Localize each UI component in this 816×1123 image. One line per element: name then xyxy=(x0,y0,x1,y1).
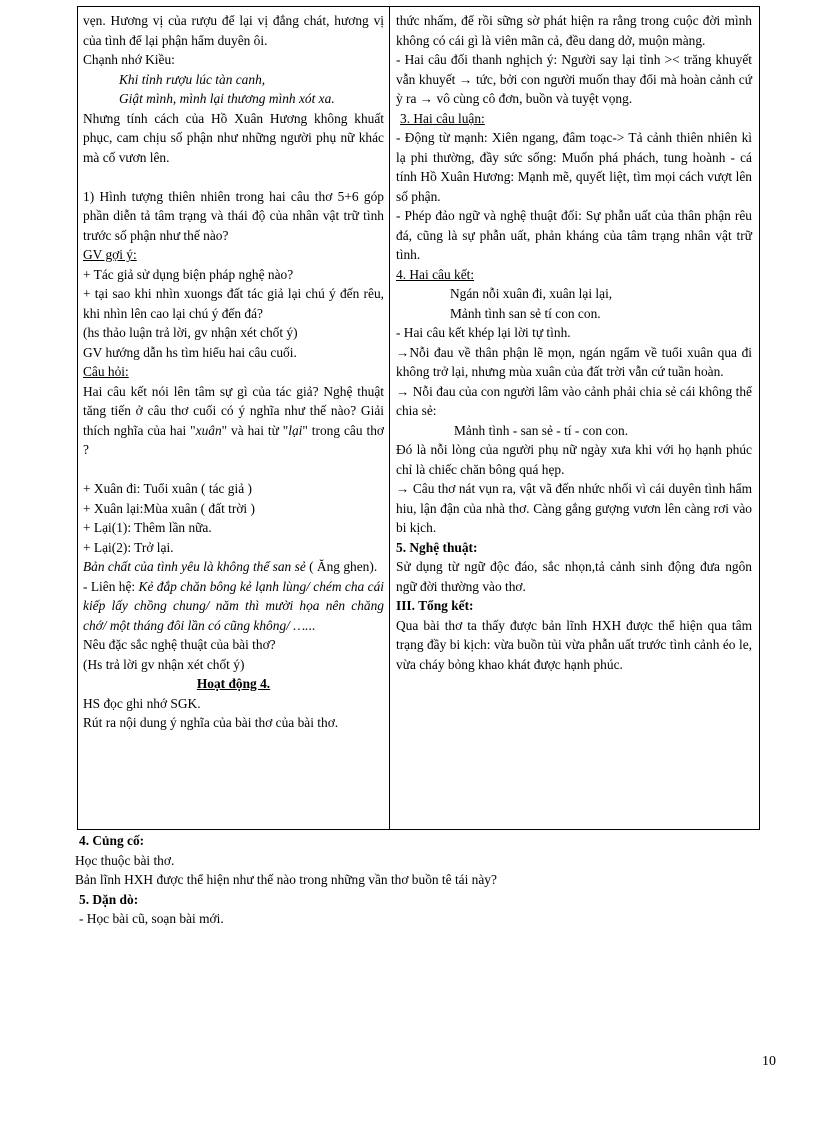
lesson-table xyxy=(77,6,760,830)
consolidation-heading: 4. Củng cố: xyxy=(79,833,145,848)
text-line: - Học bài cũ, soạn bài mới. xyxy=(79,911,224,926)
quote-line: Bản chất của tình yêu là không thể san sẻ ( Ăng ghen). xyxy=(83,559,378,574)
lesson-footer xyxy=(75,831,755,929)
text-line: - Phép đảo ngữ và nghệ thuật đối: Sự phẫn uất của thân phận rêu đá, cũng là sự phẫn uất, phản kháng của tâm trạng nhân vật trữ tình. xyxy=(396,208,752,262)
text-line: HS đọc ghi nhớ SGK. xyxy=(83,695,201,711)
text-line: + Lại(2): Trở lại. xyxy=(83,539,174,555)
text-line: + tại sao khi nhìn xuongs đất tác giả lại chú ý đến rêu, khi nhìn lên cao lại chú ý đến đá? xyxy=(83,286,384,321)
poem-line: Giật mình, mình lại thương mình xót xa. xyxy=(119,91,335,106)
left-column xyxy=(83,11,384,733)
poem-line: Khi tỉnh rượu lúc tàn canh, xyxy=(119,71,266,87)
related-poem: - Liên hệ: Kẻ đắp chăn bông kẻ lạnh lùng/ chém cha cái kiếp lấy chồng chung/ năm thì mười họa nên chăng chớ/ một tháng đôi lần có cũng không/ …... xyxy=(83,578,384,633)
text-line: (hs thảo luận trả lời, gv nhận xét chốt ý) xyxy=(83,325,298,340)
text-line: - Hai câu kết khép lại lời tự tình. xyxy=(396,325,571,340)
teacher-hint-heading: GV gợi ý: xyxy=(83,247,137,262)
text-line: Sử dụng từ ngữ độc đáo, sắc nhọn,tả cảnh sinh động đưa ngôn ngữ đời thường vào thơ. xyxy=(396,559,752,594)
poem-line: Mảnh tình san sẻ tí con con. xyxy=(450,305,601,321)
section-heading-3: 3. Hai câu luận: xyxy=(400,110,485,126)
text-line: GV hướng dẫn hs tìm hiểu hai câu cuối. xyxy=(83,344,297,360)
right-column xyxy=(396,11,752,674)
section-heading-4: 4. Hai câu kết: xyxy=(396,266,475,282)
poem-line: Ngán nỗi xuân đi, xuân lại lại, xyxy=(450,286,613,301)
text-line: - Hai câu đối thanh nghịch ý: Người say lại tỉnh >< trăng khuyết vẫn khuyết → tức, bởi con người muốn thay đổi mà hoàn cảnh cứ ỳ ra → vô cùng cô đơn, buồn và tuyệt vọng. xyxy=(396,52,752,106)
text-line: + Tác giả sử dụng biện pháp nghệ nào? xyxy=(83,266,294,282)
text-line: Chạnh nhớ Kiều: xyxy=(83,52,175,67)
text-line: (Hs trả lời gv nhận xét chốt ý) xyxy=(83,656,245,672)
question-text: Hai câu kết nói lên tâm sự gì của tác giả? Nghệ thuật tăng tiến ở câu thơ cuối có ý nghĩa như thế nào? Giải thích nghĩa của hai "xuân" và hai từ "lại" trong câu thơ ? xyxy=(83,383,384,457)
text-line: vẹn. Hương vị của rượu để lại vị đắng chát, hương vị của tình để lại phận hẩm duyên ôi. xyxy=(83,13,384,48)
homework-heading: 5. Dặn dò: xyxy=(79,891,139,907)
text-line: Học thuộc bài thơ. xyxy=(75,852,175,868)
text-line: + Lại(1): Thêm lần nữa. xyxy=(83,520,212,535)
text-line: thức nhấm, để rồi sững sờ phát hiện ra rằng trong cuộc đời mình không có cái gì là viên mãn cả, đều dang dở, muộn màng. xyxy=(396,13,752,48)
text-line: Rút ra nội dung ý nghĩa của bài thơ của bài thơ. xyxy=(83,715,339,730)
text-line: → Nỗi đau của con người lâm vào cảnh phải chia sẻ cái không thể chia sẻ: xyxy=(396,383,752,418)
text-line: Đó là nỗi lòng của người phụ nữ ngày xưa khi với họ hạnh phúc chỉ là chiếc chăn bông quá hẹp. xyxy=(396,442,752,477)
text-line: Nhưng tính cách của Hồ Xuân Hương không khuất phục, cam chịu số phận như những người phụ nữ khác mà cố vươn lên. xyxy=(83,110,384,165)
question-1: 1) Hình tượng thiên nhiên trong hai câu thơ 5+6 góp phần diễn tả tâm trạng và thái độ của nhân vật trữ tình trước số phận như thế nào? xyxy=(83,188,384,243)
text-line: + Xuân lại:Mùa xuân ( đất trời ) xyxy=(83,500,255,516)
page-number: 10 xyxy=(762,1054,776,1069)
text-line: →Nỗi đau về thân phận lẽ mọn, ngán ngẩm về tuổi xuân qua đi không trở lại, nhưng mùa xuân của đất trời vẫn cứ tuần hoàn. xyxy=(396,344,752,379)
text-line: + Xuân đi: Tuổi xuân ( tác giả ) xyxy=(83,481,252,496)
activity-heading: Hoạt động 4. xyxy=(196,676,271,691)
section-heading-summary: III. Tổng kết: xyxy=(396,598,474,613)
poem-line: Mảnh tình - san sẻ - tí - con con. xyxy=(454,422,629,438)
question-heading: Câu hỏi: xyxy=(83,364,129,379)
text-line: Nêu đặc sắc nghệ thuật của bài thơ? xyxy=(83,637,276,652)
text-line: Qua bài thơ ta thấy được bản lĩnh HXH được thể hiện qua tâm trạng đầy bi kịch: vừa buồn tủi vừa phẫn uất trước tình cảnh éo le, vừa cháy bỏng khao khát được hạnh phúc. xyxy=(396,617,752,672)
text-line: → Câu thơ nát vụn ra, vật vã đến nhức nhối vì cái duyên tình hẩm hiu, lận đận của nhà thơ. Càng gắng gượng vươn lên càng rơi vào bi kịch. xyxy=(396,481,752,535)
text-line: - Động từ mạnh: Xiên ngang, đâm toạc-> Tả cảnh thiên nhiên kì lạ phi thường, đầy sức sống: Muốn phá phách, tung hoành - cá tính Hồ Xuân Hương: Mạnh mẽ, quyết liệt, tìm mọi cách vượt lên số phận. xyxy=(396,130,752,204)
section-heading-5: 5. Nghệ thuật: xyxy=(396,539,478,555)
text-line: Bản lĩnh HXH được thể hiện như thế nào trong những vần thơ buồn tê tái này? xyxy=(75,872,497,887)
column-divider xyxy=(389,7,390,829)
